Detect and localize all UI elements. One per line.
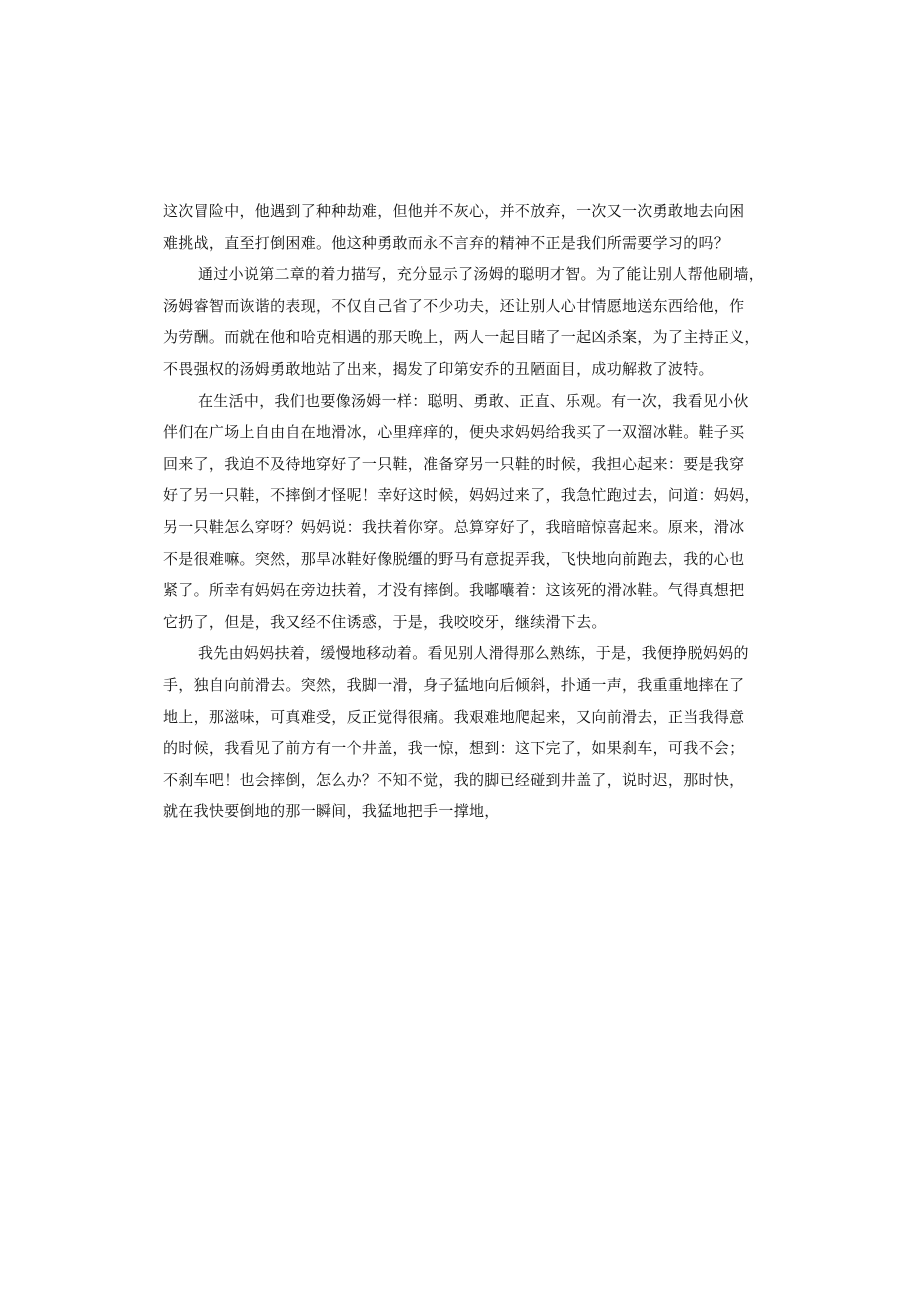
text-line: 难挑战，直至打倒困难。他这种勇敢而永不言弃的精神不正是我们所需要学习的吗？ bbox=[163, 233, 730, 252]
text-line: 这次冒险中，他遇到了种种劫难，但他并不灰心，并不放弃，一次又一次勇敢地去向困 bbox=[163, 202, 745, 220]
text-line: 另一只鞋怎么穿呀？妈妈说：我扶着你穿。总算穿好了，我暗暗惊喜起来。原来，滑冰 bbox=[163, 517, 745, 536]
text-line: 不刹车吧！也会摔倒，怎么办？不知不觉，我的脚已经碰到井盖了，说时迟，那时快， bbox=[163, 770, 745, 789]
document-body bbox=[163, 196, 773, 828]
paragraph-2 bbox=[163, 259, 773, 385]
text-line: 紧了。所幸有妈妈在旁边扶着，才没有摔倒。我嘟囔着：这该死的滑冰鞋。气得真想把 bbox=[163, 581, 745, 600]
text-line: 不是很难嘛。突然，那旱冰鞋好像脱缰的野马有意捉弄我，飞快地向前跑去，我的心也 bbox=[163, 549, 745, 568]
text-line: 我先由妈妈扶着，缓慢地移动着。看见别人滑得那么熟练，于是，我便挣脱妈妈的 bbox=[198, 644, 749, 663]
text-line: 汤姆睿智而诙谐的表现，不仅自己省了不少功夫，还让别人心甘情愿地送东西给他，作 bbox=[163, 296, 745, 315]
paragraph-1 bbox=[163, 196, 773, 259]
text-line: 伴们在广场上自由自在地滑冰，心里痒痒的，便央求妈妈给我买了一双溜冰鞋。鞋子买 bbox=[163, 423, 745, 442]
text-line: 的时候，我看见了前方有一个井盖，我一惊，想到：这下完了，如果刹车，可我不会； bbox=[163, 739, 745, 758]
text-line: 手，独自向前滑去。突然，我脚一滑，身子猛地向后倾斜，扑通一声，我重重地摔在了 bbox=[163, 675, 745, 694]
text-line: 为劳酬。而就在他和哈克相遇的那天晚上，两人一起目睹了一起凶杀案，为了主持正义， bbox=[163, 328, 760, 347]
text-line: 在生活中，我们也要像汤姆一样：聪明、勇敢、正直、乐观。有一次，我看见小伙 bbox=[198, 391, 749, 410]
text-line: 不畏强权的汤姆勇敢地站了出来，揭发了印第安乔的丑陋面目，成功解救了波特。 bbox=[163, 359, 714, 378]
text-line: 地上，那滋味，可真难受，反正觉得很痛。我艰难地爬起来，又向前滑去，正当我得意 bbox=[163, 707, 745, 726]
text-line: 通过小说第二章的着力描写，充分显示了汤姆的聪明才智。为了能让别人帮他刷墙， bbox=[198, 265, 765, 284]
text-line: 好了另一只鞋，不摔倒才怪呢！幸好这时候，妈妈过来了，我急忙跑过去，问道：妈妈， bbox=[163, 486, 760, 505]
text-line: 就在我快要倒地的那一瞬间，我猛地把手一撑地， bbox=[163, 802, 500, 821]
paragraph-3 bbox=[163, 386, 773, 639]
text-line: 回来了，我迫不及待地穿好了一只鞋，准备穿另一只鞋的时候，我担心起来：要是我穿 bbox=[163, 454, 745, 473]
paragraph-4 bbox=[163, 638, 773, 828]
text-line: 它扔了，但是，我又经不住诱惑，于是，我咬咬牙，继续滑下去。 bbox=[163, 612, 607, 631]
